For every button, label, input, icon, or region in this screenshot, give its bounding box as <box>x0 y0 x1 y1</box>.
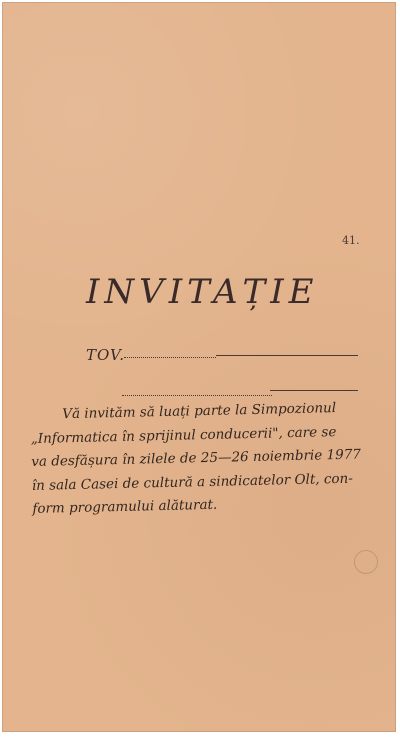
body-line: va desfășura în zilele de 25—26 noiembrie 1977 <box>31 446 362 470</box>
body-line: „Informatica în sprijinul conducerii", care se <box>30 423 337 447</box>
page-number: 41. <box>342 234 360 247</box>
body-line: Vă invităm să luați parte la Simpozionul <box>62 400 337 423</box>
body-line: form programului alăturat. <box>32 496 218 517</box>
invitation-title: INVITAȚIE <box>86 272 319 312</box>
recipient-solid-line-2 <box>270 390 358 391</box>
recipient-dotted-line-2 <box>122 395 272 396</box>
faint-circle-mark <box>354 550 378 574</box>
body-line: în sala Casei de cultură a sindicatelor Olt, con- <box>31 470 353 494</box>
recipient-dotted-line-1 <box>124 357 216 358</box>
recipient-label: TOV. <box>86 346 126 364</box>
invitation-sheet <box>2 2 396 732</box>
recipient-solid-line-1 <box>216 355 358 356</box>
invitation-body <box>30 396 369 521</box>
